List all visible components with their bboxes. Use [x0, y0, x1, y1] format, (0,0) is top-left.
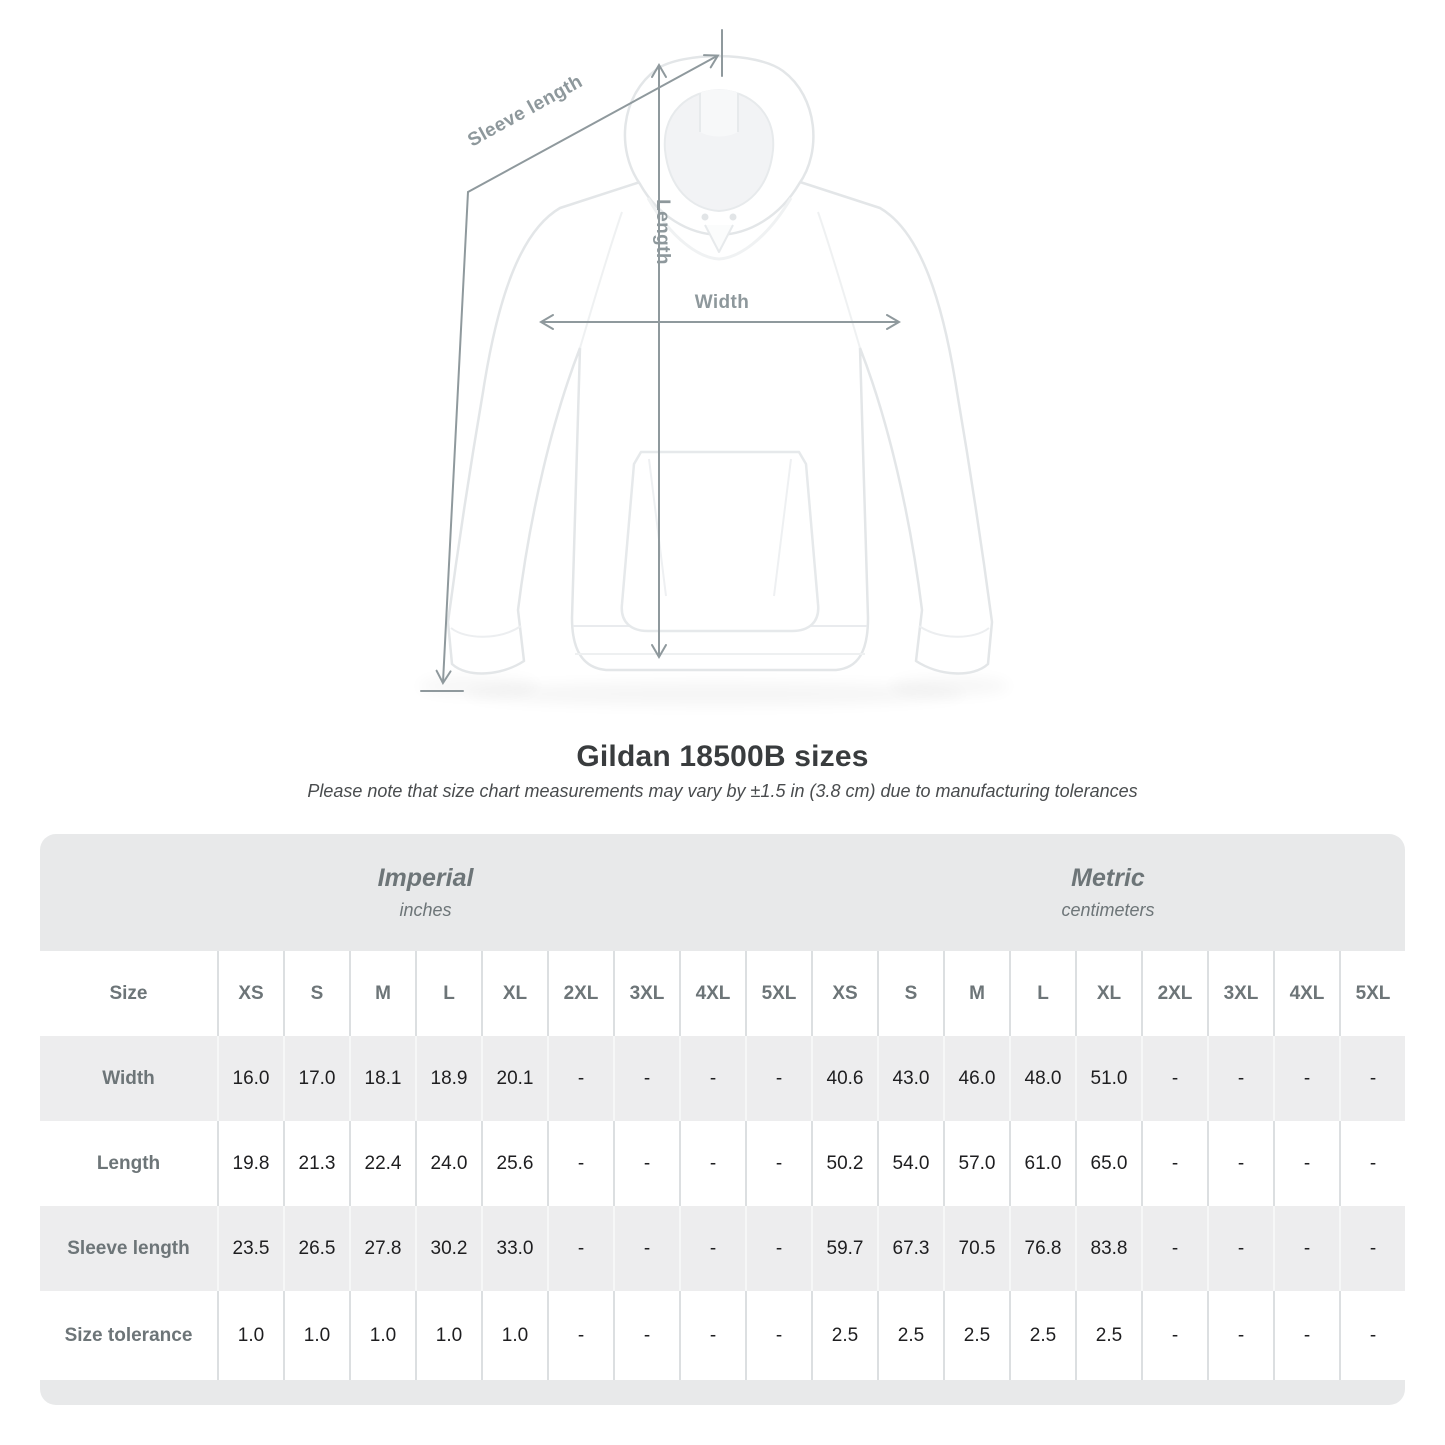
value-cell: -	[547, 1121, 613, 1206]
value-cell: -	[1141, 1121, 1207, 1206]
sleeve-length-label: Sleeve length	[464, 71, 587, 152]
value-cell: 21.3	[283, 1121, 349, 1206]
value-cell: 1.0	[283, 1291, 349, 1380]
size-col-header: XS	[217, 951, 283, 1036]
value-cell: -	[679, 1291, 745, 1380]
value-cell: -	[679, 1121, 745, 1206]
value-cell: -	[547, 1206, 613, 1291]
size-col-header: L	[415, 951, 481, 1036]
size-col-header: 5XL	[1339, 951, 1405, 1036]
value-cell: -	[613, 1121, 679, 1206]
value-cell: 17.0	[283, 1036, 349, 1121]
value-cell: -	[1207, 1121, 1273, 1206]
value-cell: 25.6	[481, 1121, 547, 1206]
value-cell: -	[1141, 1206, 1207, 1291]
width-label: Width	[694, 292, 750, 313]
value-cell: 19.8	[217, 1121, 283, 1206]
hoodie-illustration	[418, 56, 1010, 706]
value-cell: -	[745, 1121, 811, 1206]
value-cell: 65.0	[1075, 1121, 1141, 1206]
value-cell: -	[1339, 1291, 1405, 1380]
value-cell: 70.5	[943, 1206, 1009, 1291]
value-cell: 18.9	[415, 1036, 481, 1121]
value-cell: 23.5	[217, 1206, 283, 1291]
value-cell: 1.0	[415, 1291, 481, 1380]
value-cell: -	[1273, 1206, 1339, 1291]
value-cell: 1.0	[217, 1291, 283, 1380]
value-cell: -	[1141, 1291, 1207, 1380]
value-cell: -	[1339, 1121, 1405, 1206]
value-cell: 51.0	[1075, 1036, 1141, 1121]
size-chart-table	[40, 834, 1405, 1405]
size-col-header: 4XL	[679, 951, 745, 1036]
value-cell: -	[745, 1206, 811, 1291]
value-cell: -	[613, 1206, 679, 1291]
size-col-header: 3XL	[1207, 951, 1273, 1036]
value-cell: -	[1273, 1036, 1339, 1121]
value-cell: 40.6	[811, 1036, 877, 1121]
value-cell: 83.8	[1075, 1206, 1141, 1291]
value-cell: 24.0	[415, 1121, 481, 1206]
value-cell: 50.2	[811, 1121, 877, 1206]
value-cell: 1.0	[349, 1291, 415, 1380]
tolerance-note: Please note that size chart measurements may vary by ±1.5 in (3.8 cm) due to manufacturing tolerances	[307, 781, 1138, 801]
value-cell: -	[1207, 1036, 1273, 1121]
value-cell: 43.0	[877, 1036, 943, 1121]
value-cell: -	[1141, 1036, 1207, 1121]
value-cell: 18.1	[349, 1036, 415, 1121]
row-label: Width	[40, 1036, 217, 1121]
value-cell: -	[613, 1036, 679, 1121]
value-cell: -	[1273, 1291, 1339, 1380]
value-cell: 2.5	[1009, 1291, 1075, 1380]
value-cell: 27.8	[349, 1206, 415, 1291]
size-col-header: 2XL	[1141, 951, 1207, 1036]
size-col-header: S	[877, 951, 943, 1036]
size-col-header: M	[349, 951, 415, 1036]
value-cell: -	[1207, 1206, 1273, 1291]
row-label: Length	[96, 1152, 161, 1174]
value-cell: -	[679, 1206, 745, 1291]
value-cell: 33.0	[481, 1206, 547, 1291]
size-col-header: XL	[481, 951, 547, 1036]
row-label: Sleeve length	[40, 1206, 217, 1291]
value-cell: -	[547, 1291, 613, 1380]
value-cell: -	[745, 1291, 811, 1380]
table-footer	[40, 1380, 1405, 1405]
value-cell: 16.0	[217, 1036, 283, 1121]
value-cell: -	[1339, 1036, 1405, 1121]
size-col-header: L	[1009, 951, 1075, 1036]
section-metric-title: Metric	[1071, 864, 1145, 892]
value-cell: 54.0	[877, 1121, 943, 1206]
length-label: Length	[652, 199, 673, 265]
value-cell: -	[1273, 1121, 1339, 1206]
value-cell: 2.5	[811, 1291, 877, 1380]
value-cell: -	[679, 1036, 745, 1121]
size-col-header: 2XL	[547, 951, 613, 1036]
value-cell: -	[1207, 1291, 1273, 1380]
title-block	[0, 740, 1445, 802]
size-col-header: 3XL	[613, 951, 679, 1036]
value-cell: 2.5	[877, 1291, 943, 1380]
value-cell: 76.8	[1009, 1206, 1075, 1291]
section-metric-unit: centimeters	[1061, 900, 1155, 920]
value-cell: 20.1	[481, 1036, 547, 1121]
value-cell: 61.0	[1009, 1121, 1075, 1206]
value-cell: 67.3	[877, 1206, 943, 1291]
page-title: Gildan 18500B sizes	[576, 740, 869, 773]
value-cell: 48.0	[1009, 1036, 1075, 1121]
value-cell: -	[745, 1036, 811, 1121]
size-col-header: S	[283, 951, 349, 1036]
section-metric	[811, 834, 1405, 951]
value-cell: -	[613, 1291, 679, 1380]
value-cell: 30.2	[415, 1206, 481, 1291]
size-col-header: XS	[811, 951, 877, 1036]
value-cell: 57.0	[943, 1121, 1009, 1206]
value-cell: 2.5	[943, 1291, 1009, 1380]
size-col-header: 5XL	[745, 951, 811, 1036]
value-cell: 22.4	[349, 1121, 415, 1206]
row-label: Size tolerance	[64, 1324, 193, 1346]
size-col-header: M	[943, 951, 1009, 1036]
section-imperial-unit: inches	[399, 900, 452, 920]
value-cell: -	[1339, 1206, 1405, 1291]
value-cell: 2.5	[1075, 1291, 1141, 1380]
value-cell: 46.0	[943, 1036, 1009, 1121]
value-cell: 59.7	[811, 1206, 877, 1291]
section-imperial-title: Imperial	[377, 864, 474, 892]
value-cell: -	[547, 1036, 613, 1121]
value-cell: 26.5	[283, 1206, 349, 1291]
size-col-header: XL	[1075, 951, 1141, 1036]
value-cell: 1.0	[481, 1291, 547, 1380]
size-header-label: Size	[109, 982, 148, 1004]
section-imperial	[40, 834, 811, 951]
size-col-header: 4XL	[1273, 951, 1339, 1036]
